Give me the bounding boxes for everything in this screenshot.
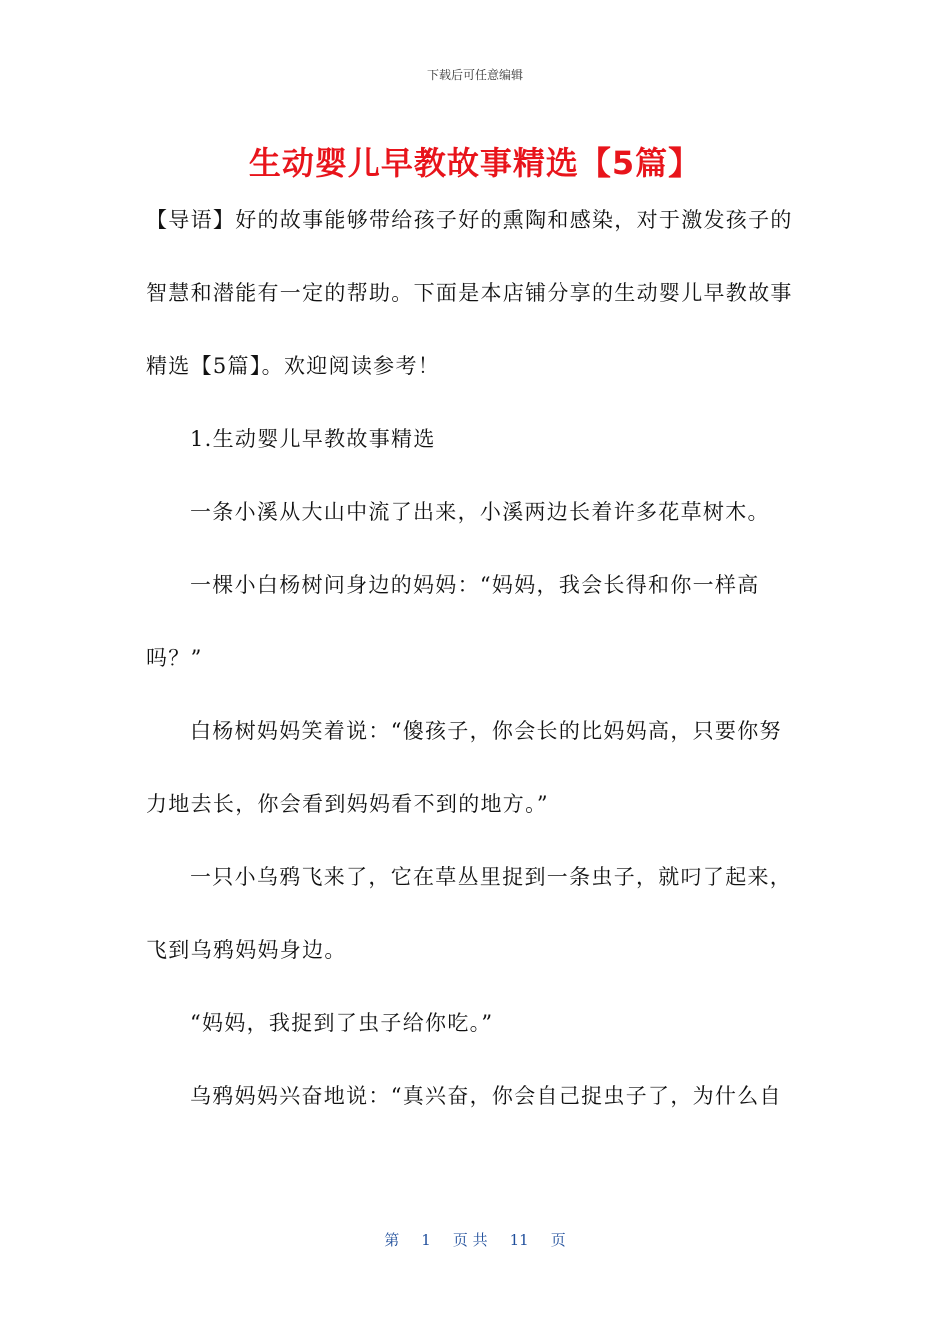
body-line: “妈妈，我捉到了虫子给你吃。” <box>190 1011 494 1035</box>
page-footer <box>0 1229 950 1250</box>
body-line: 吗？” <box>146 646 203 670</box>
body-line: 一棵小白杨树问身边的妈妈：“妈妈，我会长得和你一样高 <box>190 573 760 597</box>
body-line: 精选【5篇】。欢迎阅读参考！ <box>146 354 441 378</box>
document-title: 生动婴儿早教故事精选【5篇】 <box>248 144 702 182</box>
body-line: 【导语】好的故事能够带给孩子好的熏陶和感染，对于激发孩子的 <box>146 208 793 232</box>
body-line: 乌鸦妈妈兴奋地说：“真兴奋，你会自己捉虫子了，为什么自 <box>190 1084 782 1108</box>
body-line: 一只小乌鸦飞来了，它在草丛里捉到一条虫子，就叼了起来， <box>190 865 793 889</box>
body-line: 力地去长，你会看到妈妈看不到的地方。” <box>146 792 549 816</box>
section-heading: 1.生动婴儿早教故事精选 <box>190 427 436 451</box>
body-line: 智慧和潜能有一定的帮助。下面是本店铺分享的生动婴儿早教故事 <box>146 281 793 305</box>
footer-total-pages: 11 <box>509 1231 529 1249</box>
document-body <box>146 200 806 1149</box>
footer-prefix: 第 <box>384 1231 400 1249</box>
footer-page-number: 1 <box>421 1231 431 1249</box>
footer-middle: 页 共 <box>452 1231 488 1249</box>
body-line: 一条小溪从大山中流了出来，小溪两边长着许多花草树木。 <box>190 500 770 524</box>
body-line: 飞到乌鸦妈妈身边。 <box>146 938 347 962</box>
body-line: 白杨树妈妈笑着说：“傻孩子，你会长的比妈妈高，只要你努 <box>190 719 782 743</box>
footer-suffix: 页 <box>550 1231 566 1249</box>
header-note: 下载后可任意编辑 <box>426 68 523 82</box>
